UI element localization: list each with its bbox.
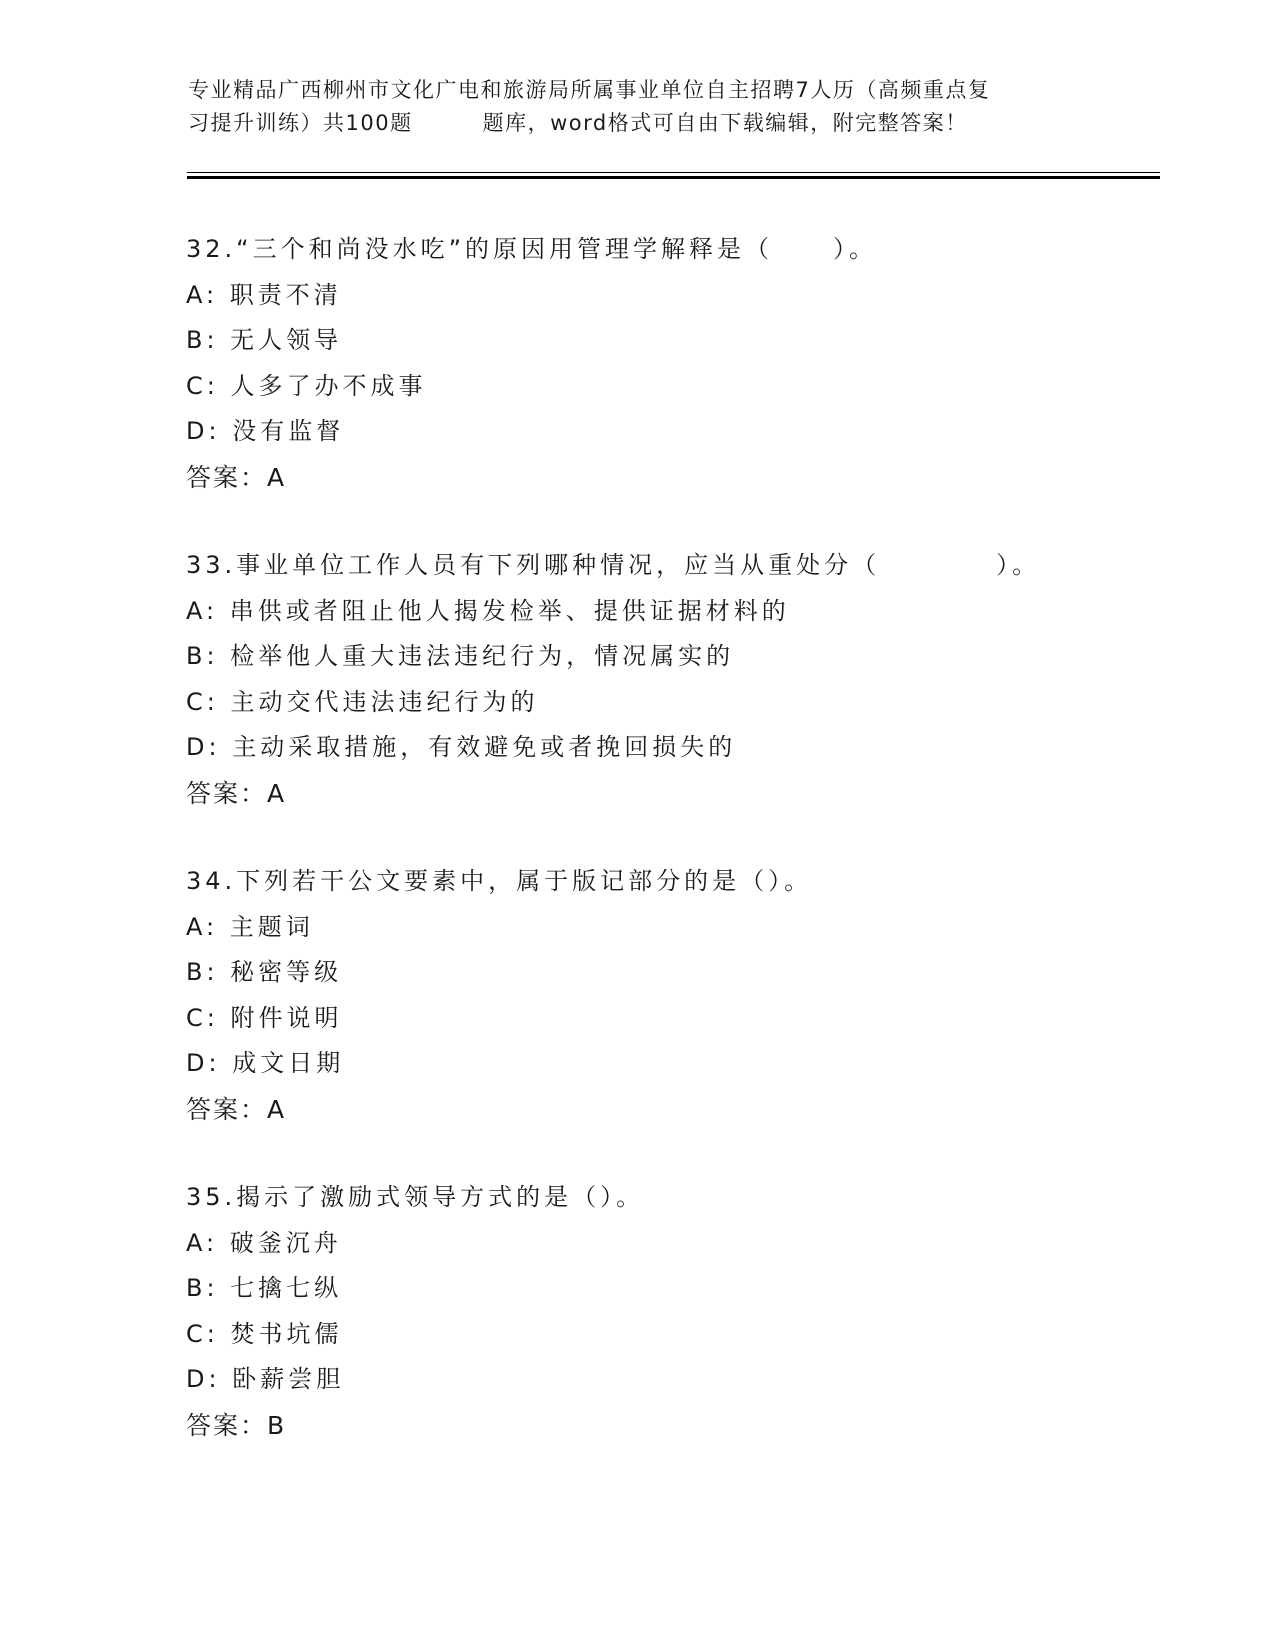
- option-a: A: 主题词: [186, 912, 314, 941]
- option-c: C: 附件说明: [186, 1003, 343, 1032]
- answer-label: 答案：B: [186, 1410, 287, 1440]
- question-stem: [186, 227, 1186, 273]
- answer-label: 答案：A: [186, 778, 287, 808]
- option-c: C: 焚书坑儒: [186, 1319, 343, 1348]
- question-block: [186, 543, 1186, 817]
- question-block: [186, 859, 1186, 1133]
- answer-label: 答案：A: [186, 462, 287, 492]
- header-rule-thin: [187, 172, 1160, 173]
- question-block: [186, 227, 1186, 501]
- option-c: C: 主动交代违法违纪行为的: [186, 687, 539, 716]
- option-b: B: 检举他人重大违法违纪行为，情况属实的: [186, 642, 735, 671]
- answer-label: 答案：A: [186, 1094, 287, 1124]
- header-line-2: [188, 107, 1088, 140]
- question-stem: [186, 859, 1186, 905]
- option-c: C: 人多了办不成事: [186, 371, 427, 400]
- header-line-1: 专业精品广西柳州市文化广电和旅游局所属事业单位自主招聘7人历（高频重点复: [188, 78, 991, 102]
- option-a: A: 串供或者阻止他人揭发检举、提供证据材料的: [186, 596, 790, 625]
- option-b: B: 无人领导: [186, 326, 343, 355]
- question-stem-text: 33.事业单位工作人员有下列哪种情况，应当从重处分（: [186, 551, 881, 579]
- option-d: D: 卧薪尝胆: [186, 1365, 345, 1394]
- question-stem-text: 35.揭示了激励式领导方式的是（）。: [186, 1183, 645, 1211]
- option-b: B: 秘密等级: [186, 958, 343, 987]
- question-stem-text: 34.下列若干公文要素中，属于版记部分的是（）。: [186, 867, 813, 895]
- question-stem-text: 32.“三个和尚没水吃”的原因用管理学解释是（: [186, 235, 774, 263]
- option-d: D: 主动采取措施，有效避免或者挽回损失的: [186, 733, 737, 762]
- question-stem: [186, 543, 1186, 589]
- option-d: D: 成文日期: [186, 1049, 345, 1078]
- option-a: A: 职责不清: [186, 280, 342, 309]
- header-line-2-part-2: 题库，word格式可自由下载编辑，附完整答案！: [482, 111, 968, 135]
- question-stem-end: ）。: [996, 551, 1041, 579]
- option-b: B: 七擒七纵: [186, 1274, 343, 1303]
- question-block: [186, 1175, 1186, 1449]
- document-header: [188, 74, 1088, 140]
- question-stem-end: ）。: [833, 235, 878, 263]
- header-rule-thick: [187, 176, 1160, 179]
- question-stem: [186, 1175, 1186, 1221]
- header-line-2-part-1: 习提升训练）共100题: [188, 111, 413, 135]
- option-d: D: 没有监督: [186, 417, 345, 446]
- option-a: A: 破釜沉舟: [186, 1228, 342, 1257]
